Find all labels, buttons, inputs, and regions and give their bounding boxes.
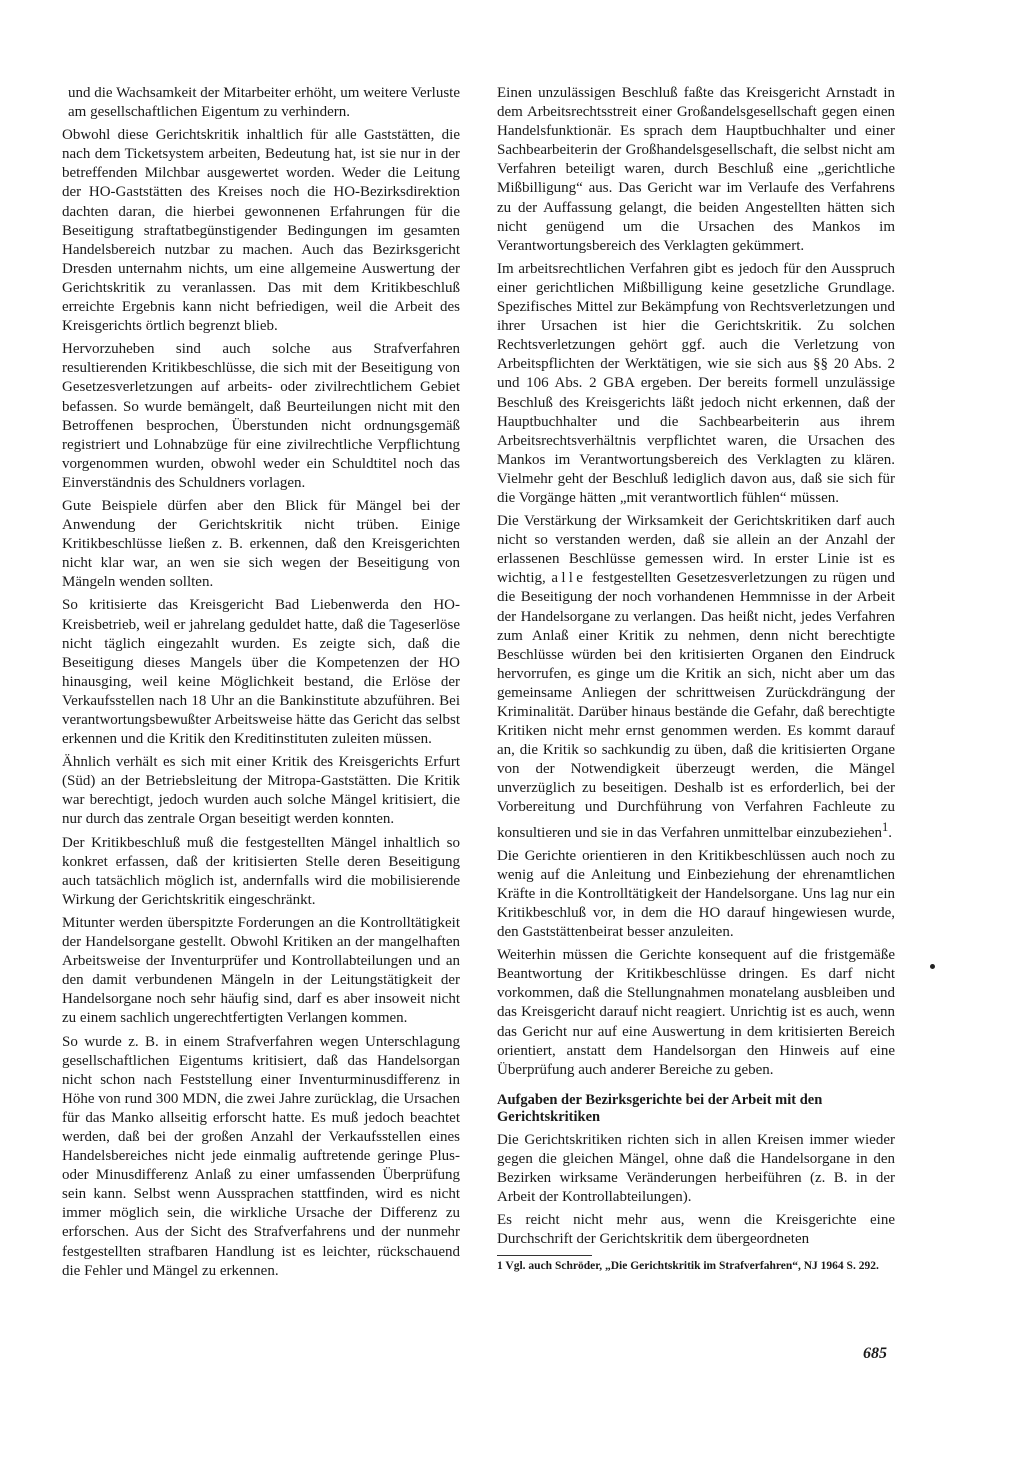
paragraph: Die Gerichte orientieren in den Kritikbeschlüssen auch noch zu wenig auf die Anleitung und Einbeziehung der ehrenamtlichen Kräfte in die Kontrolltätigkeit der Handelsorgane. Uns lag nur ein Kritikbeschluß vor, in dem die HO darauf hingewiesen wurde, den Gaststättenbeirat besser anzuleiten. <box>497 847 895 941</box>
emphasis-spaced: alle <box>551 570 587 587</box>
left-column <box>62 84 460 1285</box>
paragraph: Weiterhin müssen die Gerichte konsequent auf die fristgemäße Beantwortung der Kritikbeschlüsse dringen. Es darf nicht vorkommen, daß die Stellungnahmen monatelang ausbleiben und das Kreisgericht darauf nicht reagiert. Unrichtig ist es auch, wenn das Gericht nur auf eine Auswertung in dem kritisierten Bereich orientiert, anstatt dem Handelsorgan den Hinweis auf eine Überprüfung auch anderer Bereiche zu geben. <box>497 947 895 1078</box>
paragraph: und die Wachsamkeit der Mitarbeiter erhöht, um weitere Verluste am gesellschaftlichen Eigentum zu verhindern. <box>68 85 460 121</box>
paragraph: So wurde z. B. in einem Strafverfahren wegen Unterschlagung gesellschaftlichen Eigentums kritisiert, daß das Handelsorgan nicht schon nach Feststellung einer Inventurminusdifferenz in Höhe von rund 300 MDN, die zwei Jahre zurücklag, die Ursachen für das Manko allseitig erforscht hatte. Es muß jedoch beachtet werden, daß bei der großen Anzahl der Verkaufsstellen eines Handelsbereiches nicht jede einmalig auftretende geringe Plus- oder Minusdifferenz Anlaß zu einer umfassenden Überprüfung sein kann. Selbst wenn Aussprachen stattfinden, wird es nicht immer möglich sein, die wirkliche Ursache der Differenz zu erforschen. Aus der Sicht des Strafverfahrens und der nunmehr festgestellten strafbaren Handlung ist es leichter, rückschauend die Fehler und Mängel zu erkennen. <box>62 1033 460 1279</box>
footnote: 1 Vgl. auch Schröder, „Die Gerichtskritik im Strafverfahren“, NJ 1964 S. 292. <box>497 1260 879 1273</box>
right-column <box>497 84 895 1274</box>
paragraph <box>497 512 895 843</box>
page-number: 685 <box>863 1345 887 1362</box>
paragraph: Obwohl diese Gerichtskritik inhaltlich für alle Gaststätten, die nach dem Ticketsystem arbeiten, Bedeutung hat, ist sie nur in der betreffenden Milchbar ausgewertet worden. Weder die Leitung der HO-Gaststätten des Kreises noch die HO-Bezirksdirektion dachten daran, die hierbei gewonnenen Erfahrungen für die Beseitigung straftatbegünstigender Bedingungen im gesamten Handelsbereich nutzbar zu machen. Auch das Bezirksgericht Dresden unternahm nichts, um eine allgemeine Auswertung der Gerichtskritik zu veranlassen. Das mit dem Kritikbeschluß erreichte Ergebnis kann nicht befriedigen, weil die Arbeit des Kreisgerichts örtlich begrenzt blieb. <box>62 127 460 335</box>
section-heading: Aufgaben der Bezirksgerichte bei der Arbeit mit den Gerichtskritiken <box>497 1091 823 1125</box>
paragraph: Mitunter werden überspitzte Forderungen an die Kontrolltätigkeit der Handelsorgane gestellt. Obwohl Kritiken an der mangelhaften Arbeitsweise der Inventurprüfer und Kontrollabteilungen und an den damit verbundenen Mängeln in der Leitungstätigkeit der Handelsorgane noch sehr häufig sind, darf es aber insoweit nicht zu einem sachlich ungerechtfertigten Verlangen kommen. <box>62 914 460 1027</box>
paragraph: Der Kritikbeschluß muß die festgestellten Mängel inhaltlich so konkret erfassen, daß der kritisierten Stelle deren Beseitigung auch tatsächlich möglich ist, andernfalls wird die mobilisierende Wirkung der Gerichtskritik eingeschränkt. <box>62 834 460 908</box>
paragraph: Gute Beispiele dürfen aber den Blick für Mängel bei der Anwendung der Gerichtskritik nicht trüben. Einige Kritikbeschlüsse ließen z. B. erkennen, daß den Kreisgerichten nicht klar war, an wen sie sich wegen der Beseitigung von Mängeln wenden sollten. <box>62 497 460 591</box>
text-run: festgestellten Gesetzesverletzungen zu rügen und die Beseitigung der noch vorhandenen Hemmnisse in der Arbeit der Handelsorgane zu verlangen. Das heißt nicht, jedes Verfahren zum Anlaß einer Kritik zu nehmen, denn nicht berechtigte Beschlüsse würden bei den kritisierten Organen den Eindruck hervorrufen, es ginge um die Kritik an sich, nicht aber um das gemeinsame Anliegen der schrittweisen Zurückdrängung der Kriminalität. Darüber hinaus bestände die Gefahr, daß berechtigte Kritiken nicht mehr ernst genommen werden. Es kommt darauf an, die Kritik so sachkundig zu üben, daß die kritisierten Organe von der Notwendigkeit überzeugt werden, die Mängel unverzüglich zu beseitigen. Deshalb ist es erforderlich, bei der Vorbereitung und Durchführung von Verfahren Fachleute zu konsultieren und sie in das Verfahren unmittelbar einzubeziehen <box>497 570 895 841</box>
text-run: Die Verstärkung der Wirksamkeit der Gerichtskritiken darf auch nicht so verstanden werden, daß sie allein an der Anzahl der erlassenen Beschlüsse gemessen wird. In erster Linie ist es wichtig, <box>497 513 895 587</box>
text-run: . <box>888 824 893 841</box>
paragraph: Einen unzulässigen Beschluß faßte das Kreisgericht Arnstadt in dem Arbeitsrechtsstreit einer Großandelsgesellschaft gegen einen Handelsfunktionär. Es sprach dem Hauptbuchhalter und einer Sachbearbeiterin der Großhandelsgesellschaft, die selbst nicht am Verfahren beteiligt waren, durch Beschluß eine „gerichtliche Mißbilligung“ aus. Das Gericht war im Verlaufe des Verfahrens zu der Auffassung gelangt, die beiden Angestellten hätten sich nicht genügend um die Ursachen des Mankos im Verantwortungsbereich des Verklagten gekümmert. <box>497 85 895 254</box>
paragraph: Es reicht nicht mehr aus, wenn die Kreisgerichte eine Durchschrift der Gerichtskritik dem übergeordneten <box>497 1212 895 1248</box>
paragraph: Ähnlich verhält es sich mit einer Kritik des Kreisgerichts Erfurt (Süd) an der Betriebsleitung der Mitropa-Gaststätten. Die Kritik war berechtigt, jedoch wurden auch solche Mängel kritisiert, die nur durch das zentrale Organ beseitigt werden konnten. <box>62 754 460 828</box>
paragraph: So kritisierte das Kreisgericht Bad Liebenwerda den HO-Kreisbetrieb, weil er jahrelang geduldet hatte, daß die Tageserlöse nicht täglich eingezahlt wurden. Es zeigte sich, daß die Beseitigung dieses Mangels über die Kompetenzen der HO hinausging, weil keine Möglichkeit bestand, die Erlöse der Verkaufsstellen nach 18 Uhr an die Bankinstitute abzuführen. Bei verantwortungsbewußter Arbeitsweise hätte das Gericht das selbst erkennen und die Kritik den Kreditinstituten zuleiten müssen. <box>62 597 460 748</box>
paragraph: Im arbeitsrechtlichen Verfahren gibt es jedoch für den Ausspruch einer gerichtlichen Mißbilligung keine gesetzliche Grundlage. Spezifisches Mittel zur Bekämpfung von Rechtsverletzungen und ihrer Ursachen ist hier die Gerichtskritik. Zu solchen Rechtsverletzungen gehört ggf. auch die Verletzung von Arbeitspflichten der Werktätigen, wie sie sich aus §§ 20 Abs. 2 und 106 Abs. 2 GBA ergeben. Der bereits formell unzulässige Beschluß des Kreisgerichts läßt jedoch nicht erkennen, daß der Hauptbuchhalter und die Sachbearbeiterin aus ihrem Arbeitsrechtsverhältnis verpflichtet waren, die Ursachen des Mankos im Verantwortungsbereich des Verklagten zu klären. Vielmehr geht der Beschluß lediglich davon aus, daß sie sich für die Vorgänge hätten „mit verantwortlich fühlen“ müssen. <box>497 260 895 506</box>
page-speck <box>930 964 935 969</box>
paragraph: Hervorzuheben sind auch solche aus Strafverfahren resultierenden Kritikbeschlüsse, die sich mit der Beseitigung von Gesetzesverletzungen auf arbeits- oder zivilrechtlichem Gebiet befassen. So wurde bemängelt, daß Beurteilungen nicht mit den Betroffenen besprochen, Überstunden nicht ordnungsgemäß registriert und Lohnabzüge für eine zivilrechtliche Verpflichtung vorgenommen wurden, obwohl weder ein Schuldtitel noch das Einverständnis des Schuldners vorlagen. <box>62 341 460 491</box>
footnote-marker: 1 <box>882 819 889 834</box>
footnote-divider <box>497 1255 592 1256</box>
paragraph: Die Gerichtskritiken richten sich in allen Kreisen immer wieder gegen die gleichen Mängel, ohne daß die Handelsorgane in den Bezirken wirksame Veränderungen herbeiführen (z. B. in der Arbeit der Kontrollabteilungen). <box>497 1131 895 1206</box>
